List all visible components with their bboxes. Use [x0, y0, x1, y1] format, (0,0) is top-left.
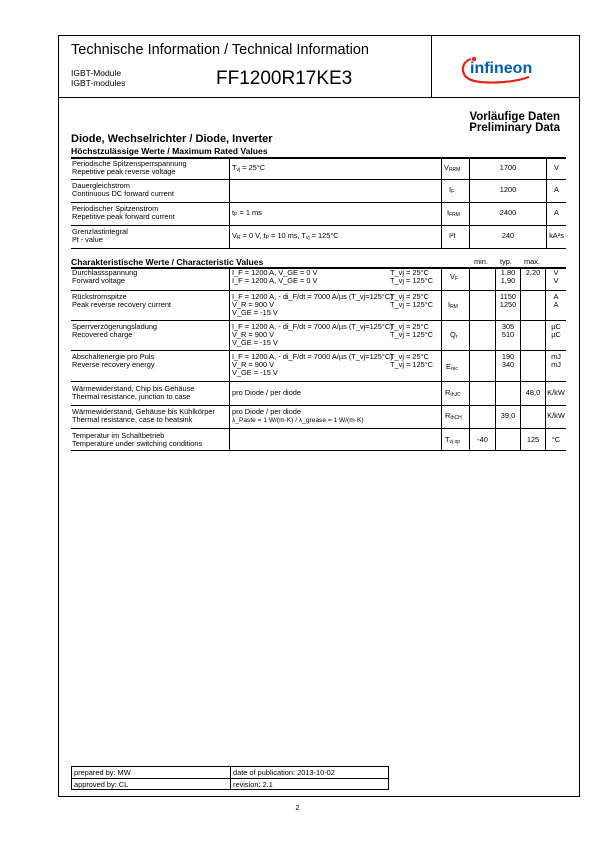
param-conditions: V_GE = -15 V: [232, 338, 278, 347]
param-symbol: I²t: [449, 231, 456, 240]
param-desc-de: Sperrverzögerungsladung: [72, 322, 158, 331]
param-desc-en: I²t - value: [72, 235, 103, 244]
value-typ: 510: [501, 330, 515, 339]
param-desc-en: Peak reverse recovery current: [72, 300, 171, 309]
param-desc-en: Thermal resistance, case to heatsink: [72, 415, 193, 424]
param-unit: kA²s: [549, 231, 564, 240]
document-title: Technische Information / Technical Information: [71, 42, 369, 58]
column-separator: [229, 158, 230, 248]
column-separator: [520, 268, 521, 450]
infineon-logo: [457, 50, 543, 86]
value-typ: 1150: [500, 292, 516, 301]
module-type-en: IGBT-modules: [71, 78, 126, 88]
param-temperature: T_vj = 25°C: [390, 268, 429, 277]
param-unit: µC: [551, 330, 561, 339]
param-unit: mJ: [551, 352, 561, 361]
prepared-by: prepared by: MW: [74, 768, 131, 777]
value-typ: 190: [501, 352, 515, 361]
revision: revision: 2.1: [233, 780, 273, 789]
col-header-min: min.: [474, 257, 488, 266]
section-diode-title: Diode, Wechselrichter / Diode, Inverter: [71, 133, 273, 145]
param-conditions: pro Diode / per diode: [232, 407, 302, 416]
divider: [71, 202, 566, 203]
param-desc-de: Rückstromspitze: [72, 292, 127, 301]
param-desc-de: Durchlassspannung: [72, 268, 138, 277]
param-symbol: $R_{thCH}$: [445, 411, 462, 421]
param-desc-en: Continuous DC forward current: [72, 189, 174, 198]
param-conditions: λ_Paste = 1 W/(m·K) / λ_grease = 1 W/(m·K): [232, 417, 364, 424]
param-unit: µC: [551, 322, 561, 331]
param-conditions: V_R = 900 V: [232, 330, 275, 339]
param-conditions: $t_P = 1$ ms: [232, 208, 262, 218]
param-value: 1700: [499, 163, 517, 172]
part-number: FF1200R17KE3: [216, 68, 353, 89]
value-max: 48,0: [525, 388, 541, 397]
divider: [71, 225, 566, 226]
value-typ: 305: [501, 322, 515, 331]
param-desc-de: Wärmewiderstand, Gehäuse bis Kühlkörper: [72, 407, 215, 416]
param-conditions: I_F = 1200 A, - di_F/dt = 7000 A/µs (T_vj=125°C): [232, 292, 393, 301]
param-symbol: $T_{vj op}$: [445, 435, 461, 445]
param-conditions: pro Diode / per diode: [232, 388, 302, 397]
param-conditions: I_F = 1200 A, - di_F/dt = 7000 A/µs (T_vj=125°C): [232, 352, 393, 361]
param-conditions: V_GE = -15 V: [232, 368, 278, 377]
param-temperature: T_vj = 25°C: [390, 352, 429, 361]
param-symbol: $I_{RM}$: [448, 300, 458, 310]
param-conditions: V_GE = -15 V: [232, 308, 278, 317]
column-separator: [469, 268, 470, 450]
param-symbol: $V_{RRM}$: [444, 163, 461, 173]
logo-wordmark: infineon: [470, 60, 533, 77]
param-value: 1200: [499, 185, 517, 194]
param-desc-de: Abschaltenergie pro Puls: [72, 352, 155, 361]
param-value: 2400: [499, 208, 517, 217]
approved-by: approved by: CL: [74, 780, 129, 789]
column-separator: [441, 268, 442, 450]
param-symbol: $I_F$: [449, 185, 455, 195]
param-symbol: $I_{FRM}$: [447, 208, 460, 218]
value-typ: 1,80: [500, 268, 516, 277]
param-conditions: $V_R = 0$ V, $t_P = 10$ ms, $T_{vj} = 125^\circ C$: [232, 231, 339, 241]
value-max: 125: [526, 435, 540, 444]
param-unit: A: [553, 292, 559, 301]
column-separator: [441, 158, 442, 248]
divider: [71, 350, 566, 351]
param-desc-en: Repetitive peak forward current: [72, 212, 175, 221]
module-type-de: IGBT-Module: [71, 68, 122, 78]
param-desc-de: Grenzlastintegral: [72, 227, 128, 236]
param-temperature: T_vj = 25°C: [390, 292, 429, 301]
preliminary-label-de: Vorläufige Daten: [469, 111, 560, 123]
param-conditions: $T_{vj} = 25^\circ C$: [232, 163, 266, 173]
param-desc-de: Wärmewiderstand, Chip bis Gehäuse: [72, 384, 195, 393]
column-separator: [229, 268, 230, 450]
param-desc-en: Forward voltage: [72, 276, 125, 285]
param-conditions: I_F = 1200 A, - di_F/dt = 7000 A/µs (T_vj=125°C): [232, 322, 393, 331]
param-desc-en: Thermal resistance, junction to case: [72, 392, 191, 401]
param-temperature: T_vj = 125°C: [390, 360, 434, 369]
param-conditions: I_F = 1200 A, V_GE = 0 V: [232, 268, 318, 277]
value-typ: 1250: [499, 300, 517, 309]
param-unit: A: [553, 300, 559, 309]
divider: [71, 450, 566, 451]
value-max: 2,20: [525, 268, 541, 277]
param-symbol: $V_F$: [450, 272, 458, 282]
param-symbol: $Q_r$: [450, 330, 458, 340]
col-header-max: max.: [524, 257, 541, 266]
preliminary-label-en: Preliminary Data: [469, 122, 560, 134]
param-unit: V: [554, 163, 559, 172]
param-unit: V: [553, 268, 559, 277]
param-conditions: V_R = 900 V: [232, 300, 275, 309]
divider: [71, 381, 566, 382]
param-unit: V: [553, 276, 559, 285]
param-symbol: $E_{rec}$: [446, 362, 458, 372]
param-unit: K/kW: [547, 388, 565, 397]
col-header-typ: typ.: [500, 257, 512, 266]
section-max-rated-subtitle: Höchstzulässige Werte / Maximum Rated Values: [71, 146, 268, 156]
param-conditions: V_R = 900 V: [232, 360, 275, 369]
param-desc-en: Reverse recovery energy: [72, 360, 155, 369]
approval-box: [71, 766, 389, 790]
param-desc-en: Recovered charge: [72, 330, 133, 339]
param-unit: A: [554, 208, 559, 217]
param-desc-de: Temperatur im Schaltbetrieb: [72, 431, 165, 440]
param-desc-en: Temperature under switching conditions: [72, 439, 203, 448]
publication-date: date of publication: 2013-10-02: [233, 768, 335, 777]
param-value: 240: [501, 231, 515, 240]
divider: [71, 428, 566, 429]
divider: [71, 267, 566, 269]
param-unit: °C: [551, 435, 561, 444]
param-desc-de: Periodischer Spitzenstrom: [72, 204, 159, 213]
param-desc-de: Periodische Spitzensperrspannung: [72, 159, 187, 168]
divider: [72, 778, 388, 779]
page-number: 2: [295, 803, 300, 812]
param-conditions: I_F = 1200 A, V_GE = 0 V: [232, 276, 318, 285]
param-temperature: T_vj = 125°C: [390, 276, 434, 285]
param-desc-de: Dauergleichstrom: [72, 181, 130, 190]
param-symbol: $R_{thJC}$: [445, 388, 461, 398]
param-desc-en: Repetitive peak reverse voltage: [72, 167, 176, 176]
param-unit: K/kW: [547, 411, 565, 420]
divider: [71, 179, 566, 180]
param-temperature: T_vj = 125°C: [390, 330, 434, 339]
value-min: -40: [477, 435, 488, 444]
param-temperature: T_vj = 25°C: [390, 322, 429, 331]
value-typ: 340: [501, 360, 515, 369]
divider: [71, 320, 566, 321]
divider: [71, 290, 566, 291]
param-unit: A: [554, 185, 559, 194]
param-unit: mJ: [551, 360, 561, 369]
divider: [71, 248, 566, 249]
param-temperature: T_vj = 125°C: [390, 300, 434, 309]
section-characteristic-title: Charakteristische Werte / Characteristic Values: [71, 257, 264, 267]
value-typ: 1,90: [500, 276, 516, 285]
divider: [71, 405, 566, 406]
value-typ: 39,0: [500, 411, 516, 420]
